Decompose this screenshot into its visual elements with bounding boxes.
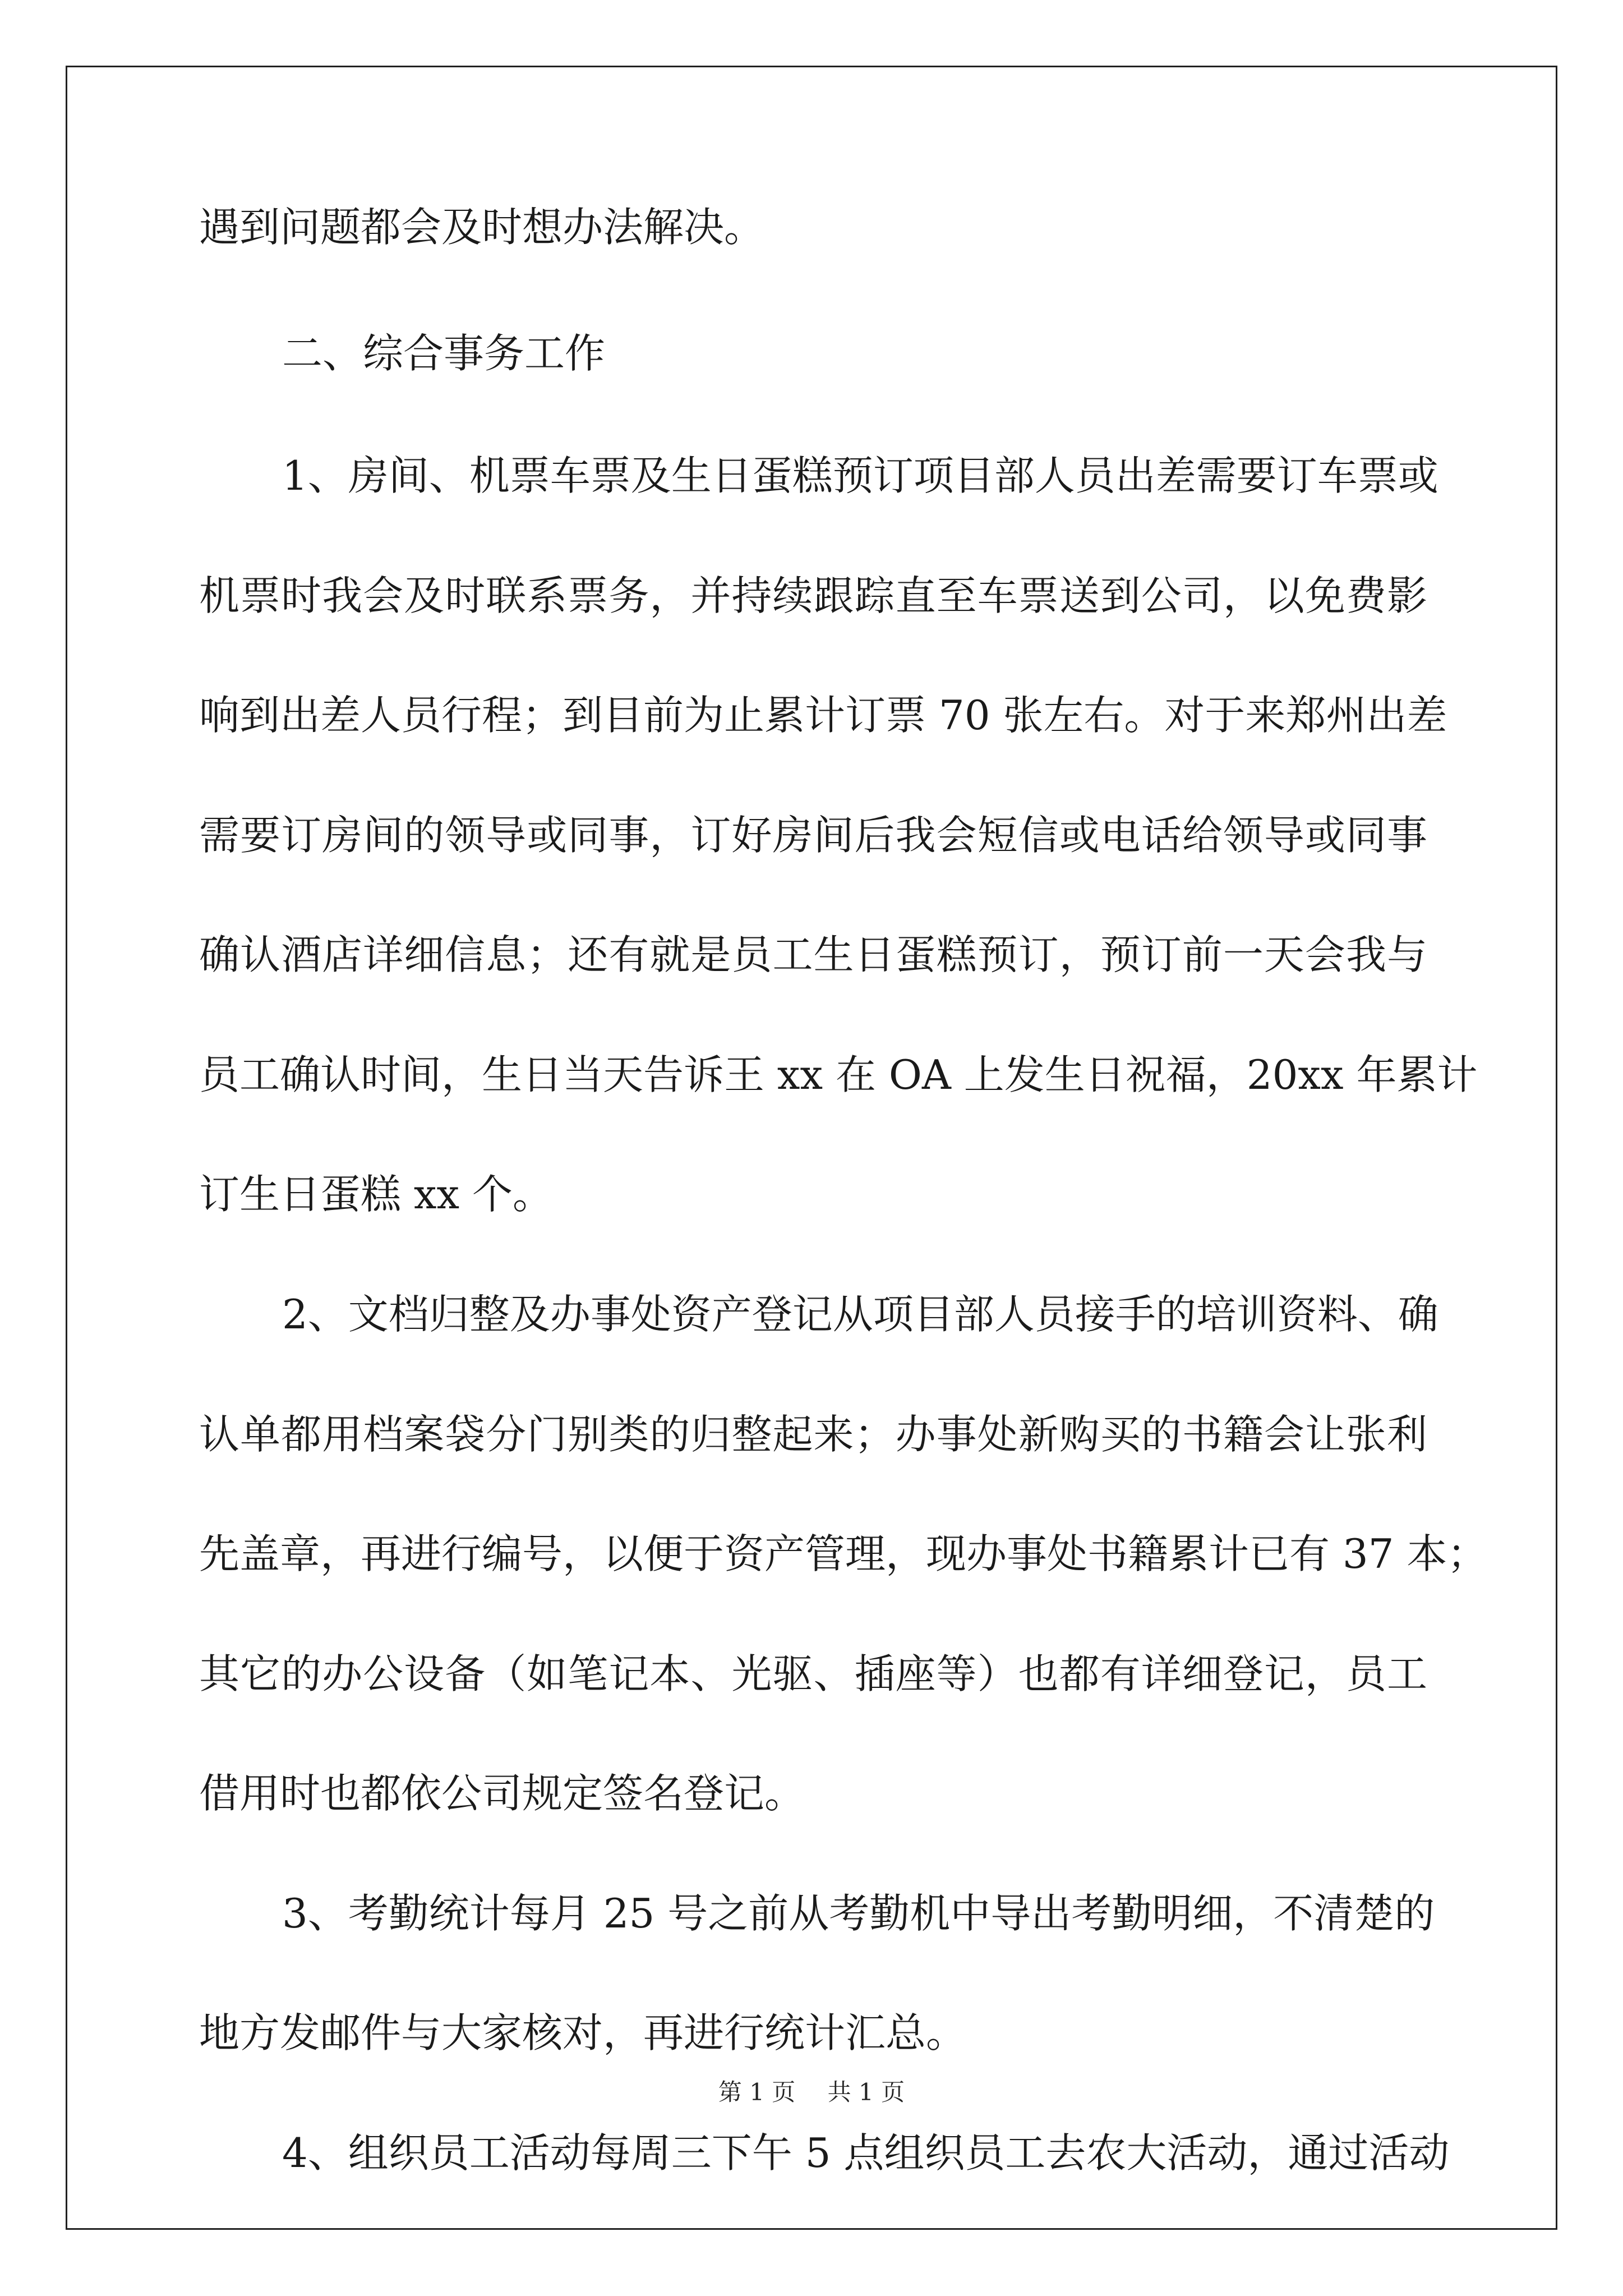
page-number: 第 1 页 [718,2078,796,2106]
paragraph-line: 响到出差人员行程；到目前为止累计订票 70 张左右。对于来郑州出差 [199,692,1447,739]
paragraph-line: 其它的办公设备（如笔记本、光驱、插座等）也都有详细登记，员工 [199,1650,1427,1697]
paragraph-line: 地方发邮件与大家核对，再进行统计汇总。 [199,2009,967,2056]
paragraph-line: 认单都用档案袋分门别类的归整起来；办事处新购买的书籍会让张利 [199,1411,1427,1458]
paragraph-line: 遇到问题都会及时想办法解决。 [199,204,765,251]
paragraph-line: 员工确认时间，生日当天告诉王 xx 在 OA 上发生日祝福，20xx 年累计 [199,1051,1478,1098]
page-footer [0,2076,1623,2109]
paragraph-line: 4、组织员工活动每周三下午 5 点组织员工去农大活动，通过活动 [282,2129,1450,2177]
paragraph-line: 订生日蛋糕 xx 个。 [199,1171,553,1218]
paragraph-line: 3、考勤统计每月 25 号之前从考勤机中导出考勤明细，不清楚的 [282,1890,1435,1937]
paragraph-line: 需要订房间的领导或同事，订好房间后我会短信或电话给领导或同事 [199,812,1427,859]
page-total: 共 1 页 [827,2078,905,2106]
paragraph-line: 借用时也都依公司规定签名登记。 [199,1770,805,1817]
paragraph-line: 机票时我会及时联系票务，并持续跟踪直至车票送到公司，以免费影 [199,572,1427,619]
section-heading: 二、综合事务工作 [282,330,606,377]
paragraph-line: 2、文档归整及办事处资产登记从项目部人员接手的培训资料、确 [282,1291,1438,1338]
paragraph-line: 确认酒店详细信息；还有就是员工生日蛋糕预订，预订前一天会我与 [199,931,1427,978]
paragraph-line: 1、房间、机票车票及生日蛋糕预订项目部人员出差需要订车票或 [282,452,1438,499]
paragraph-line: 先盖章，再进行编号，以便于资产管理，现办事处书籍累计已有 37 本； [199,1530,1488,1577]
